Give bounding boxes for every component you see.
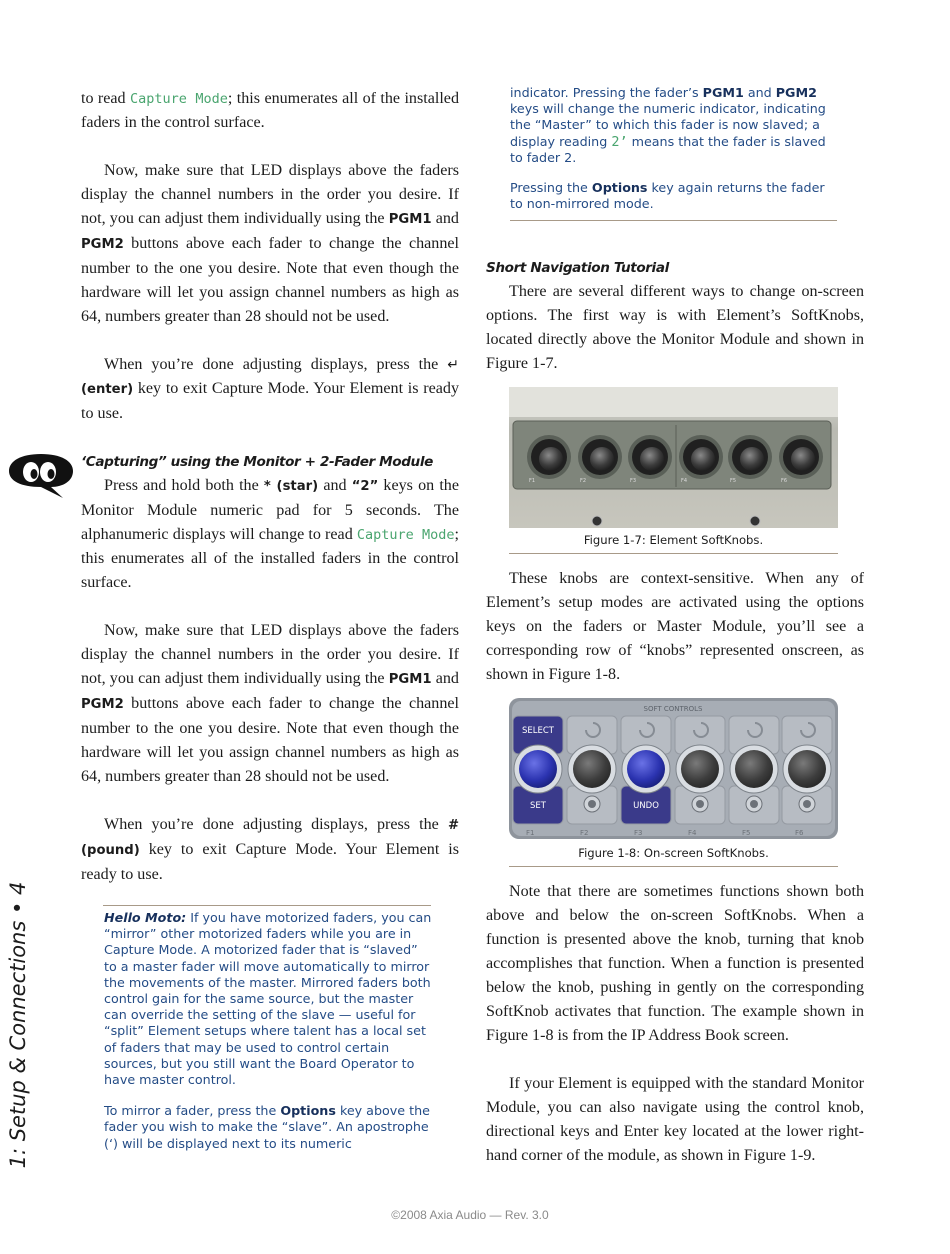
onscreen-softknob-3 bbox=[627, 750, 665, 788]
knob-label: F1 bbox=[529, 478, 536, 484]
knob-label: F5 bbox=[742, 829, 751, 837]
right-column-top bbox=[486, 256, 864, 376]
paragraph: When you’re done adjusting displays, press the ↵ (enter) key to exit Capture Mode. Your Element is ready to use. bbox=[81, 356, 459, 422]
figure-1-7 bbox=[509, 387, 838, 554]
paragraph: If your Element is equipped with the standard Monitor Module, you can also navigate using the control knob, directional keys and Enter key located at the lower right-hand corner of the module, as shown in Figure 1-9. bbox=[486, 1075, 864, 1164]
section-heading: Short Navigation Tutorial bbox=[486, 260, 669, 276]
figure-caption: Figure 1-8: On-screen SoftKnobs. bbox=[578, 846, 769, 860]
note-continued bbox=[510, 85, 837, 221]
softknob-5 bbox=[740, 447, 764, 471]
onscreen-softknob-4 bbox=[681, 750, 719, 788]
undo-label: UNDO bbox=[633, 801, 659, 811]
paragraph: Now, make sure that LED displays above the faders display the channel numbers in the order you desire. If not, you can adjust them individually using the PGM1 and PGM2 buttons above each fader to change the channel number to the one you desire. Note that even though the hardware will let you assign channel numbers as high as 64, numbers greater than 28 should not be used. bbox=[81, 162, 459, 325]
onscreen-softknobs-screenshot bbox=[509, 698, 838, 839]
knob-label: F3 bbox=[634, 829, 643, 837]
footer: ©2008 Axia Audio — Rev. 3.0 bbox=[391, 1208, 549, 1222]
note-paragraph: To mirror a fader, press the Options key above the fader you wish to make the “slave”. An apostrophe (‘) will be displayed next to its numeric bbox=[104, 1103, 430, 1151]
softknob-6 bbox=[791, 447, 815, 471]
knob-label: F5 bbox=[730, 478, 737, 484]
knob-label: F6 bbox=[795, 829, 804, 837]
onscreen-softknob-5 bbox=[735, 750, 773, 788]
right-column-mid bbox=[486, 567, 864, 687]
softknob-2 bbox=[590, 447, 614, 471]
divider bbox=[509, 553, 838, 554]
left-column bbox=[81, 87, 459, 887]
figure-caption: Figure 1-7: Element SoftKnobs. bbox=[583, 533, 764, 547]
softknob-4 bbox=[691, 447, 715, 471]
paragraph: Press and hold both the * (star) and “2” keys on the Monitor Module numeric pad for 5 seconds. The alphanumeric displays will change to read Capture Mode; this enumerates all of the installed faders in the control surface. bbox=[81, 477, 459, 591]
divider bbox=[103, 905, 431, 906]
softknob-1 bbox=[539, 447, 563, 471]
note-paragraph: indicator. Pressing the fader’s PGM1 and PGM2 keys will change the numeric indicator, indicating the “Master” to which this fader is now slaved; a display reading 2’ means that the fader is slaved to fader 2. bbox=[510, 85, 826, 165]
paragraph: There are several different ways to change on-screen options. The first way is with Element’s SoftKnobs, located directly above the Monitor Module and shown in Figure 1-7. bbox=[486, 283, 864, 372]
knob-label: F4 bbox=[681, 478, 688, 484]
set-label: SET bbox=[530, 801, 546, 811]
softknob-3 bbox=[640, 447, 664, 471]
figure-1-8 bbox=[509, 698, 838, 867]
note-hello-moto bbox=[104, 905, 432, 1152]
paragraph: to read Capture Mode; this enumerates all of the installed faders in the control surface. bbox=[81, 90, 459, 131]
note-paragraph: Pressing the Options key again returns the fader to non-mirrored mode. bbox=[510, 180, 825, 212]
knob-label: F2 bbox=[580, 829, 589, 837]
divider bbox=[510, 220, 837, 221]
enter-key-icon: ↵ bbox=[447, 357, 459, 373]
right-column-bottom bbox=[486, 880, 864, 1168]
knob-label: F2 bbox=[580, 478, 587, 484]
knob-label: F6 bbox=[781, 478, 788, 484]
knob-label: F3 bbox=[630, 478, 637, 484]
paragraph: Now, make sure that LED displays above the faders display the channel numbers in the order you desire. If not, you can adjust them individually using the PGM1 and PGM2 buttons above each fader to change the channel number to the one you desire. Note that even though the hardware will let you assign channel numbers as high as 64, numbers greater than 28 should not be used. bbox=[81, 622, 459, 785]
section-heading: ‘Capturing” using the Monitor + 2-Fader Module bbox=[81, 454, 433, 470]
paragraph: When you’re done adjusting displays, press the # (pound) key to exit Capture Mode. Your Element is ready to use. bbox=[81, 816, 459, 883]
note-paragraph: Hello Moto: If you have motorized faders, you can “mirror” other motorized faders while you are in Capture Mode. A motorized fader that is “slaved” to a master fader will move automatically to mirror the movements of the master. Mirrored faders both control gain for the same source, but the master can override the setting of the slave — useful for “split” Element setups where talent has a local set of faders that may be used to control certain sources, but you still want the Board Operator to have master control. bbox=[104, 910, 432, 1088]
chapter-sidebar-label: 1: Setup & Connections • 4 bbox=[6, 881, 30, 1169]
onscreen-softknob-6 bbox=[788, 750, 826, 788]
softknobs-hardware-photo bbox=[509, 387, 838, 528]
soft-controls-header: SOFT CONTROLS bbox=[643, 705, 703, 713]
divider bbox=[509, 866, 838, 867]
knob-label: F4 bbox=[688, 829, 697, 837]
onscreen-softknob-2 bbox=[573, 750, 611, 788]
select-label: SELECT bbox=[522, 726, 554, 736]
eyes-speech-bubble-icon bbox=[7, 451, 77, 501]
onscreen-softknob-1 bbox=[519, 750, 557, 788]
paragraph: Note that there are sometimes functions shown both above and below the on-screen SoftKnobs. When a function is presented above the knob, turning that knob accomplishes that function. When a function is presented below the knob, pushing in gently on the corresponding SoftKnob activates that function. The example shown in Figure 1-8 is from the IP Address Book screen. bbox=[486, 883, 864, 1044]
paragraph: These knobs are context-sensitive. When any of Element’s setup modes are activated using the options keys on the faders or Master Module, you’ll see a corresponding row of “knobs” represented onscreen, as shown in Figure 1-8. bbox=[486, 570, 864, 683]
knob-label: F1 bbox=[526, 829, 535, 837]
